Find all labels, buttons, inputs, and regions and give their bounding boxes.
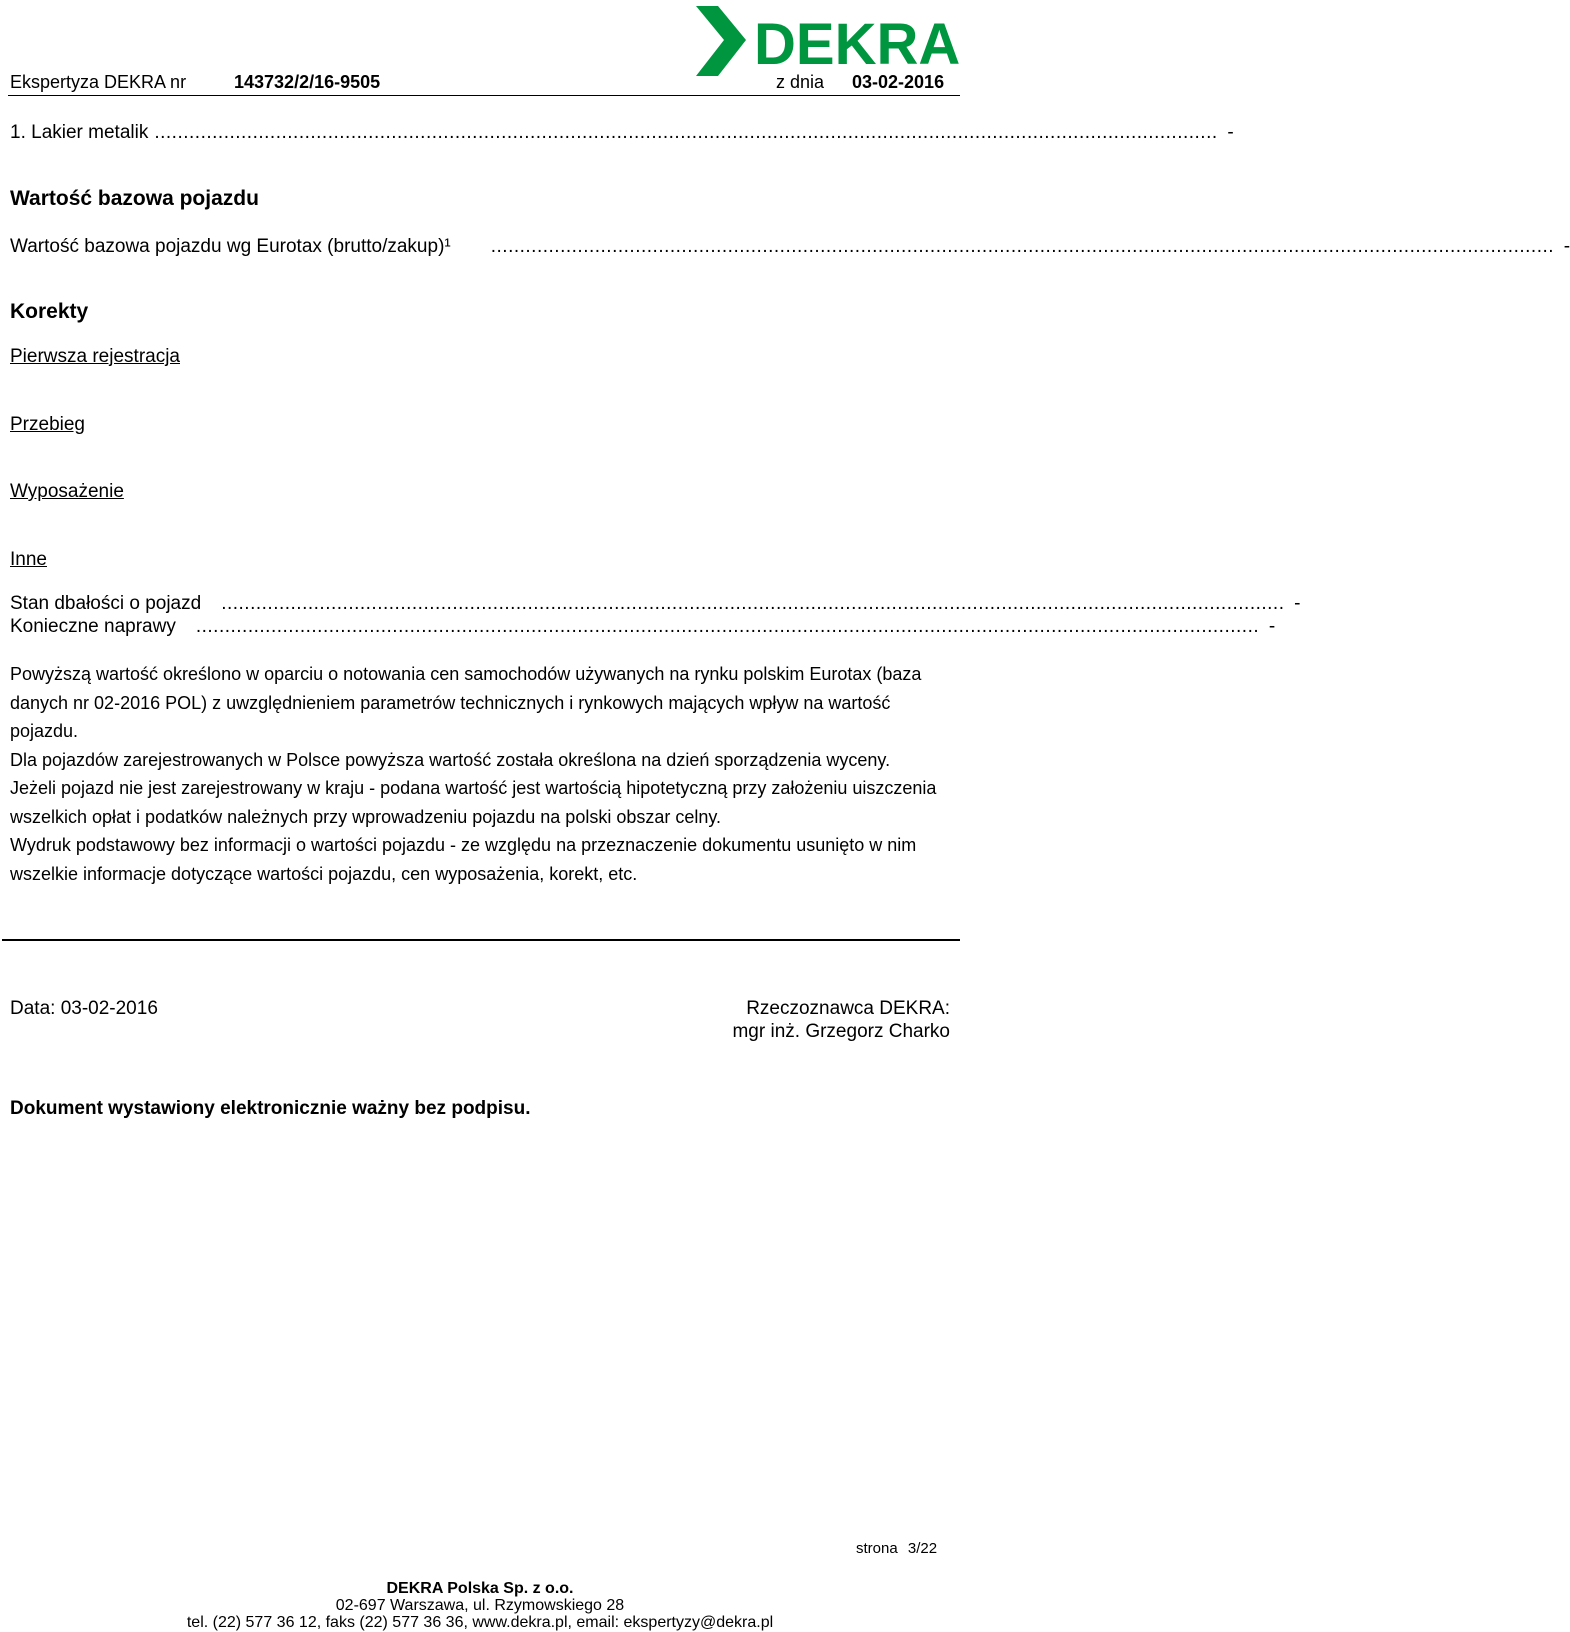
paint-value: - <box>1227 122 1234 143</box>
condition-row <box>10 593 1301 615</box>
valuation-notes <box>10 660 955 888</box>
condition-label: Stan dbałości o pojazd <box>10 593 202 614</box>
repairs-label: Konieczne naprawy <box>10 616 176 637</box>
section-rule <box>2 939 960 941</box>
base-value-heading: Wartość bazowa pojazdu <box>10 187 259 210</box>
expertise-date: 03-02-2016 <box>852 72 945 92</box>
expertise-number: 143732/2/16-9505 <box>234 72 381 92</box>
repairs-value: - <box>1268 616 1276 637</box>
other-label: Inne <box>10 549 47 570</box>
dot-leader: ........................................................................................................................................................................................ <box>221 593 1285 614</box>
paint-label: 1. Lakier metalik <box>10 122 149 143</box>
condition-value: - <box>1294 593 1301 614</box>
page-value: 3/22 <box>907 1540 938 1557</box>
signature-date: Data: 03-02-2016 <box>10 998 158 1019</box>
note-paragraph: Powyższą wartość określono w oparciu o notowania cen samochodów używanych na rynku polskim Eurotax (baza danych nr 02-2016 POL) z uwzględnieniem parametrów technicznych i rynkowych mających wpływ na wartość pojazdu. <box>10 664 922 741</box>
expert-name: mgr inż. Grzegorz Charko <box>732 1021 950 1042</box>
dot-leader: ........................................................................................................................................................................................ <box>490 236 1555 257</box>
footer-contact: tel. (22) 577 36 12, faks (22) 577 36 36, www.dekra.pl, email: ekspertyzy@dekra.pl <box>186 1614 774 1631</box>
repairs-row <box>10 616 1276 638</box>
header-rule <box>8 95 960 96</box>
note-paragraph: Wydruk podstawowy bez informacji o wartości pojazdu - ze względu na przeznaczenie dokumentu usunięto w nim wszelkie informacje dotyczące wartości pojazdu, cen wyposażenia, korekt, etc. <box>10 835 917 884</box>
mileage-label: Przebieg <box>10 414 85 435</box>
equipment-label: Wyposażenie <box>10 481 124 502</box>
dekra-logo <box>696 6 961 82</box>
expert-role: Rzeczoznawca DEKRA: <box>746 998 950 1019</box>
footer-address: 02-697 Warszawa, ul. Rzymowskiego 28 <box>335 1597 625 1614</box>
expertise-label: Ekspertyza DEKRA nr <box>10 72 187 92</box>
page-number <box>856 1540 937 1557</box>
note-paragraph: Dla pojazdów zarejestrowanych w Polsce powyższa wartość została określona na dzień sporządzenia wyceny. <box>10 749 891 770</box>
logo-text: DEKRA <box>754 12 961 77</box>
footer-company: DEKRA Polska Sp. z o.o. <box>386 1580 574 1597</box>
first-registration-label: Pierwsza rejestracja <box>10 346 180 367</box>
dot-leader: ........................................................................................................................................................................................ <box>195 616 1260 637</box>
note-paragraph: Jeżeli pojazd nie jest zarejestrowany w kraju - podana wartość jest wartością hipotetyczną przy założeniu uiszczenia wszelkich opłat i podatków należnych przy wprowadzeniu pojazdu na polski obszar celny. <box>10 778 937 827</box>
base-value-row <box>10 236 1570 258</box>
date-label: z dnia <box>776 72 825 92</box>
electronic-notice: Dokument wystawiony elektronicznie ważny bez podpisu. <box>10 1098 531 1119</box>
base-value-value: - <box>1563 236 1570 257</box>
dot-leader: ........................................................................................................................................................................................ <box>154 122 1218 143</box>
page-label: strona <box>856 1540 898 1557</box>
paint-row <box>10 122 1234 144</box>
corrections-heading: Korekty <box>10 300 89 323</box>
base-value-label: Wartość bazowa pojazdu wg Eurotax (brutto/zakup)¹ <box>10 236 451 257</box>
